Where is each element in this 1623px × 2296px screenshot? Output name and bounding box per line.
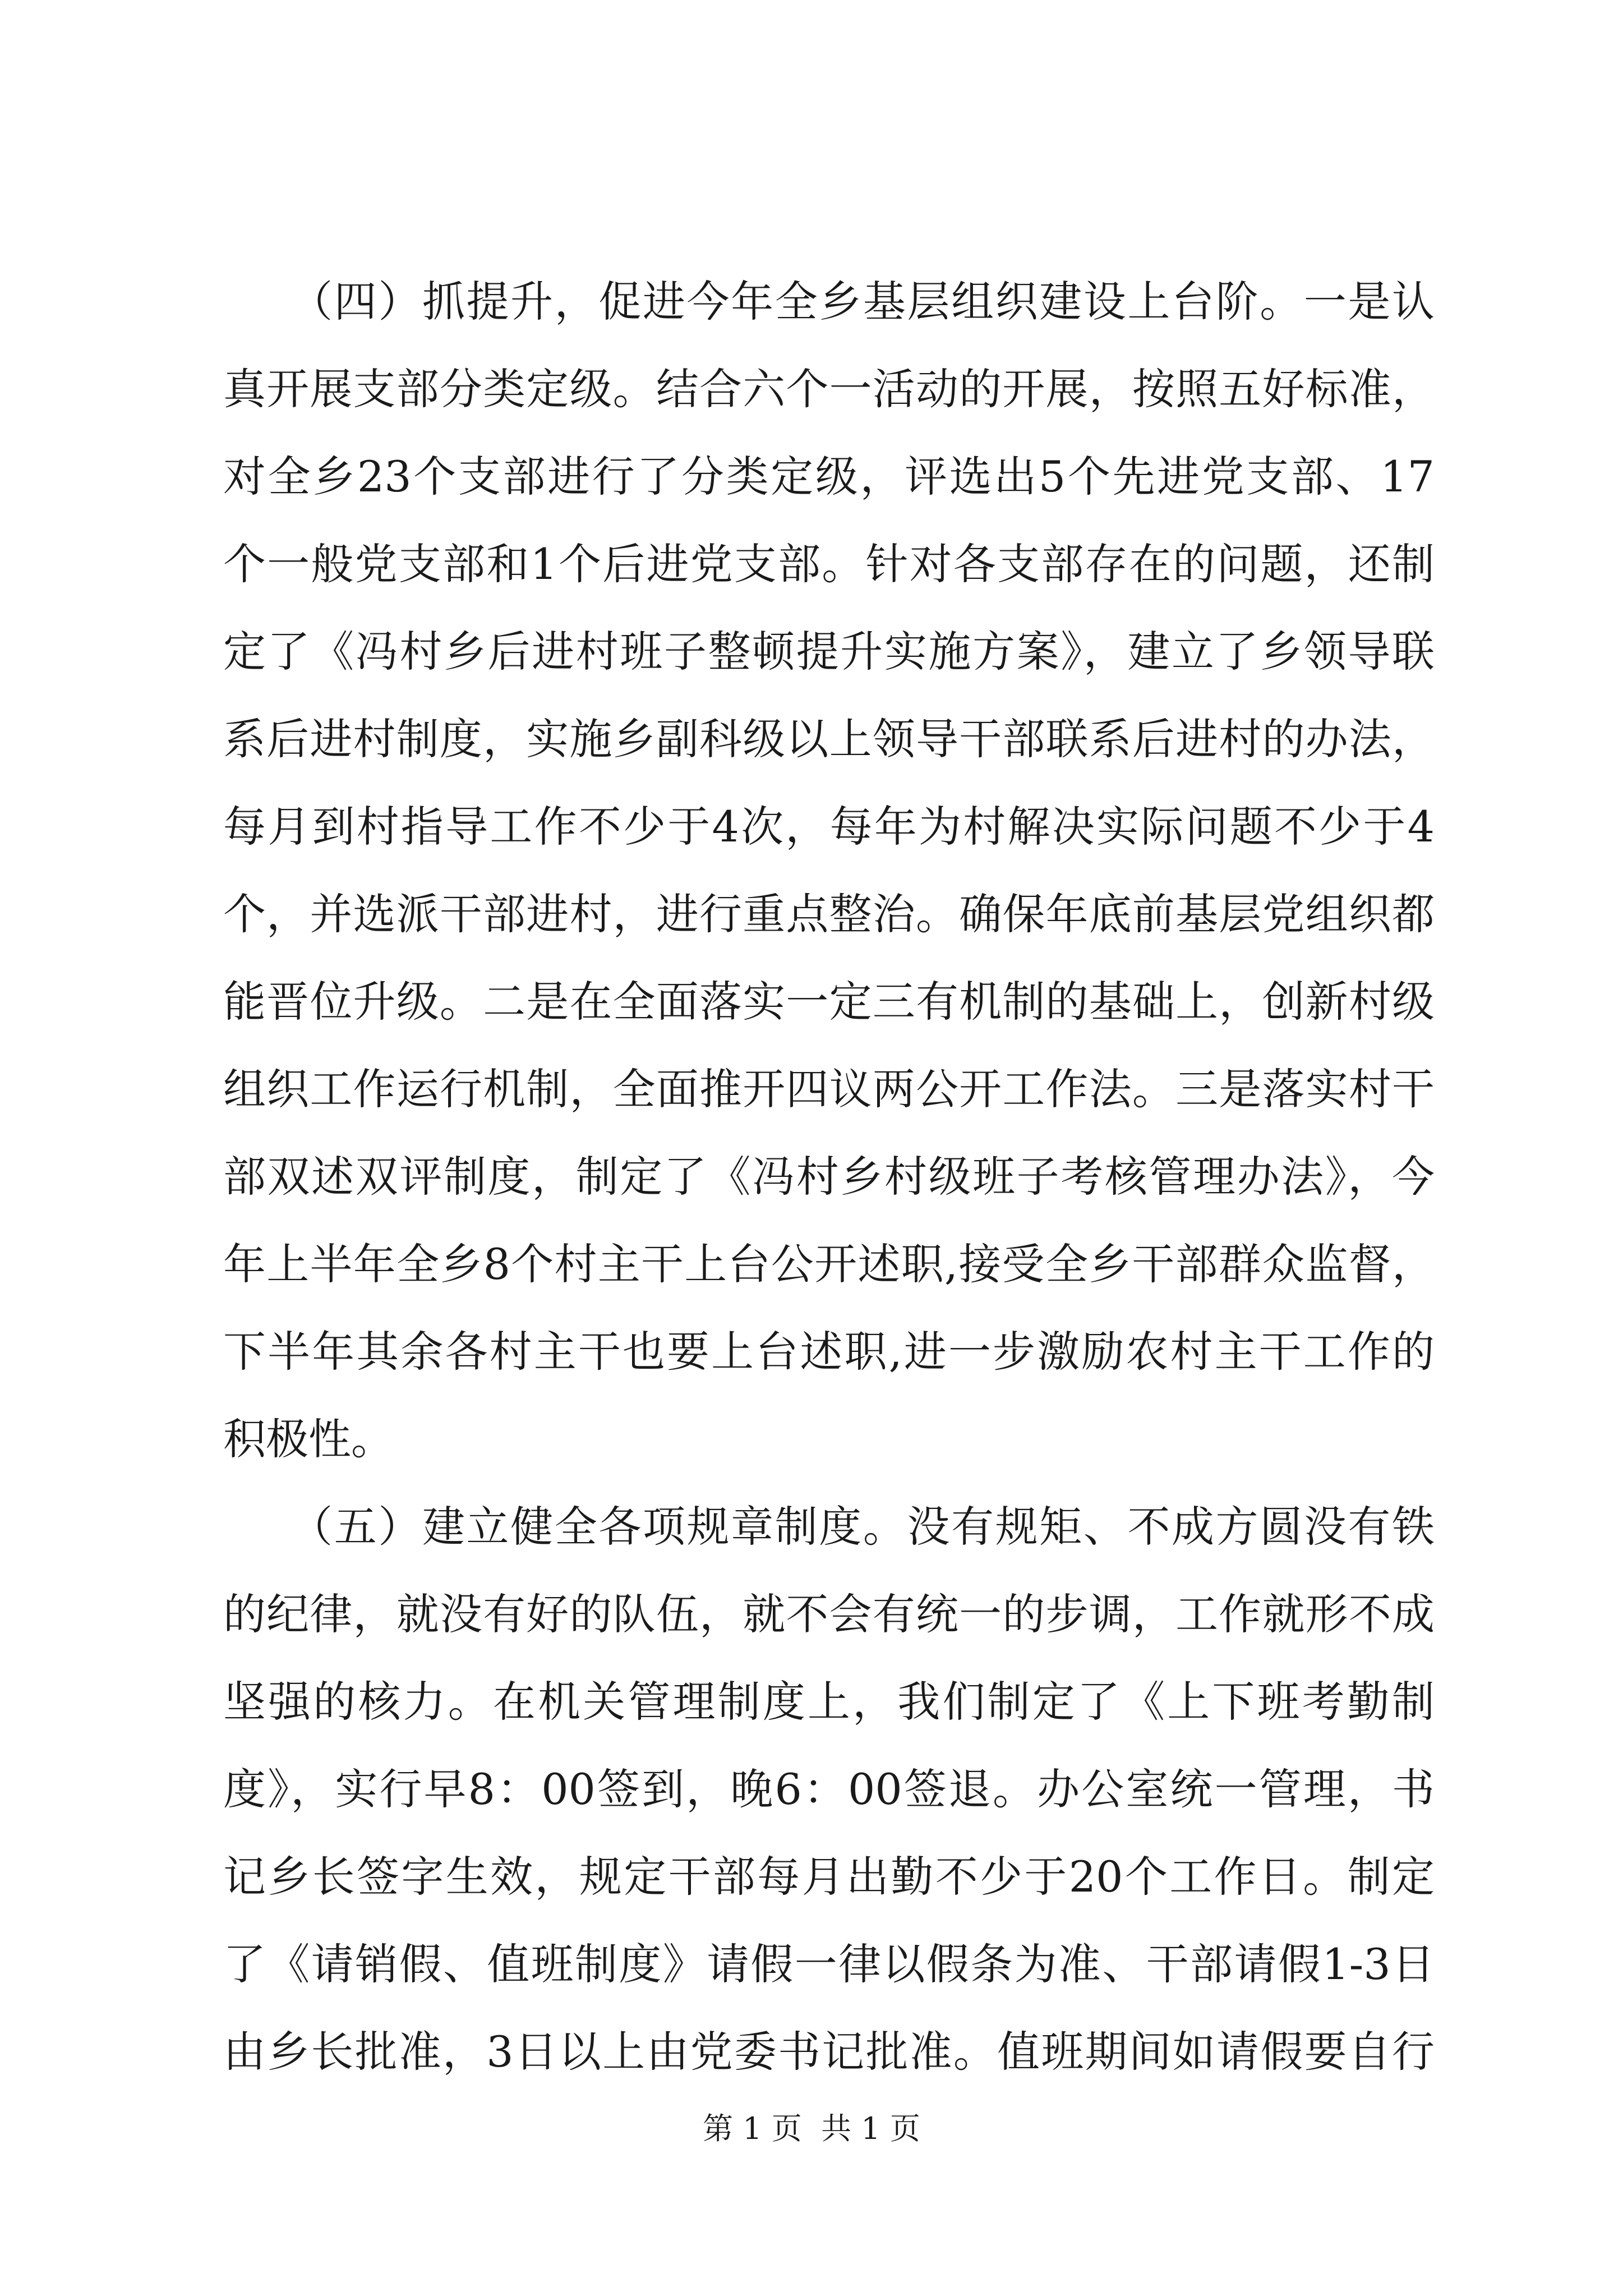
text-line: 年上半年全乡8个村主干上台公开述职,接受全乡干部群众监督，	[223, 1239, 1435, 1289]
text-line: （四）抓提升，促进今年全乡基层组织建设上台阶。一是认	[223, 277, 1435, 326]
text-line: 的纪律，就没有好的队伍，就不会有统一的步调，工作就形不成	[223, 1589, 1435, 1639]
text-line: 了《请销假、值班制度》请假一律以假条为准、干部请假1-3日	[223, 1939, 1435, 1989]
text-line: 对全乡23个支部进行了分类定级，评选出5个先进党支部、17	[223, 452, 1435, 501]
text-line: 系后进村制度，实施乡副科级以上领导干部联系后进村的办法，	[223, 714, 1435, 764]
page-footer: 第 1 页 共 1 页	[703, 2111, 920, 2146]
text-line: 下半年其余各村主干也要上台述职,进一步激励农村主干工作的	[223, 1327, 1435, 1377]
text-line: 能晋位升级。二是在全面落实一定三有机制的基础上，创新村级	[223, 977, 1435, 1027]
body-text	[223, 258, 1435, 2096]
text-line: 每月到村指导工作不少于4次，每年为村解决实际问题不少于4	[223, 802, 1435, 852]
text-line: 坚强的核力。在机关管理制度上，我们制定了《上下班考勤制	[223, 1677, 1435, 1727]
text-line: 记乡长签字生效，规定干部每月出勤不少于20个工作日。制定	[223, 1852, 1435, 1902]
text-line: 部双述双评制度，制定了《冯村乡村级班子考核管理办法》，今	[223, 1152, 1435, 1202]
text-line: 个，并选派干部进村，进行重点整治。确保年底前基层党组织都	[223, 889, 1435, 939]
text-line: 积极性。	[223, 1414, 394, 1464]
text-line: 个一般党支部和1个后进党支部。针对各支部存在的问题，还制	[223, 539, 1435, 589]
text-line: 真开展支部分类定级。结合六个一活动的开展，按照五好标准，	[223, 364, 1435, 414]
text-line: 度》，实行早8：00签到，晚6：00签退。办公室统一管理，书	[223, 1764, 1435, 1814]
text-line: 由乡长批准，3日以上由党委书记批准。值班期间如请假要自行	[223, 2027, 1435, 2077]
text-line: 定了《冯村乡后进村班子整顿提升实施方案》，建立了乡领导联	[223, 627, 1435, 677]
text-line: （五）建立健全各项规章制度。没有规矩、不成方圆没有铁	[223, 1502, 1435, 1552]
text-line: 组织工作运行机制，全面推开四议两公开工作法。三是落实村干	[223, 1064, 1435, 1114]
